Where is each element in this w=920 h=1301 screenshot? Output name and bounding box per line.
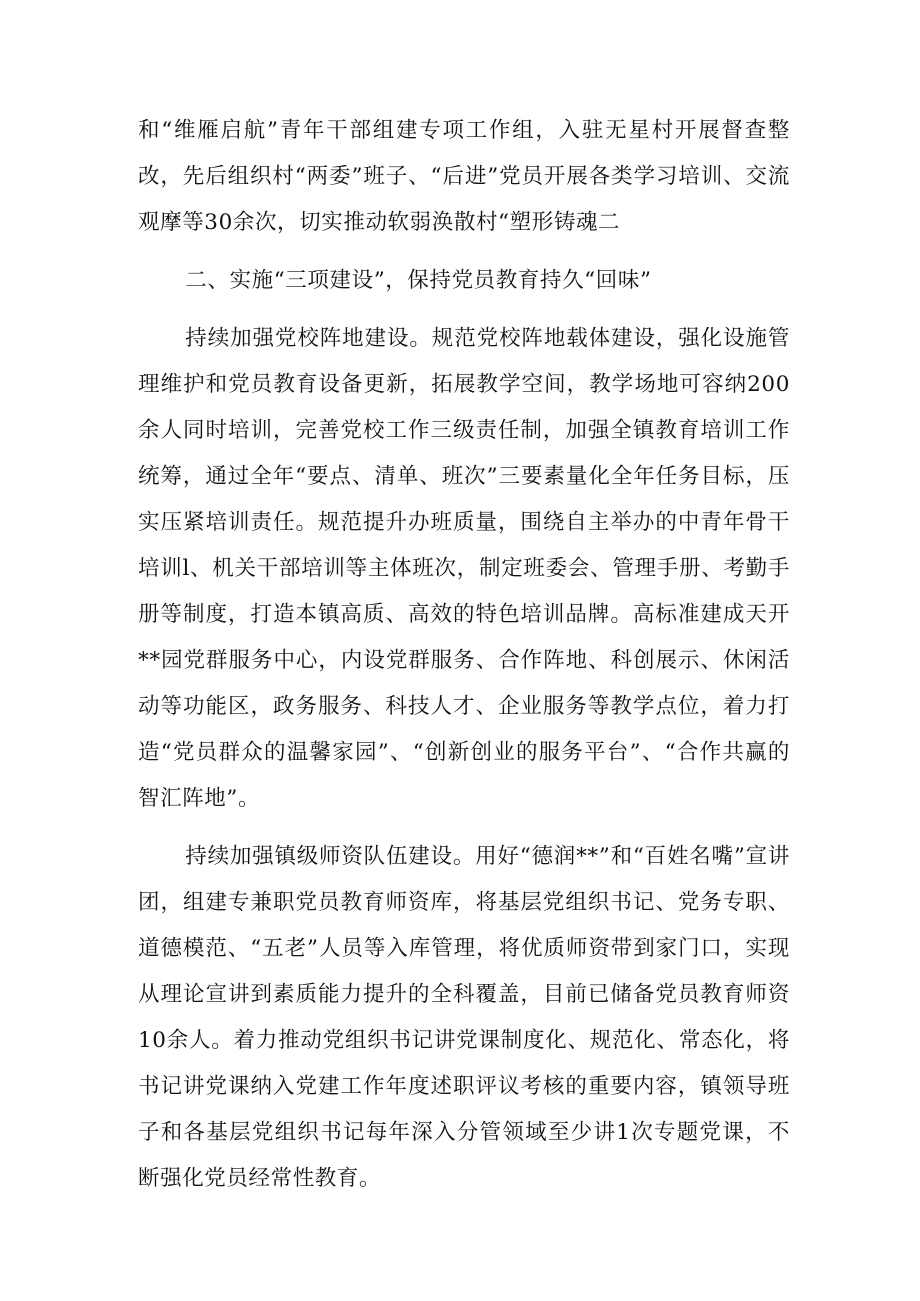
paragraph-teachers: 持续加强镇级师资队伍建设。用好“德润**”和“百姓名嘴”宣讲团，组建专兼职党员教育师资库，将基层党组织书记、党务专职、道德模范、“五老”人员等入库管理，将优质师资带到家门口，实现从理论宣讲到素质能力提升的全科覆盖，目前已储备党员教育师资10余人。着力推动党组织书记讲党课制度化、规范化、常态化，将书记讲党课纳入党建工作年度述职评议考核的重要内容，镇领导班子和各基层党组织书记每年深入分管领域至少讲1次专题党课，不断强化党员经常性教育。	[138, 844, 790, 1191]
paragraph-continuation: 和“维雁启航”青年干部组建专项工作组，入驻无星村开展督查整改，先后组织村“两委”班子、“后进”党员开展各类学习培训、交流观摩等30余次，切实推动软弱涣散村“塑形铸魂二	[138, 118, 790, 235]
paragraph-party-school: 持续加强党校阵地建设。规范党校阵地载体建设，强化设施管理维护和党员教育设备更新，拓展教学空间，教学场地可容纳200余人同时培训，完善党校工作三级责任制，加强全镇教育培训工作统筹，通过全年“要点、清单、班次”三要素量化全年任务目标，压实压紧培训责任。规范提升办班质量，围绕自主举办的中青年骨干培训l、机关干部培训等主体班次，制定班委会、管理手册、考勤手册等制度，打造本镇高质、高效的特色培训品牌。高标准建成天开**园党群服务中心，内设党群服务、合作阵地、科创展示、休闲活动等功能区，政务服务、科技人才、企业服务等教学点位，着力打造“党员群众的温馨家园”、“创新创业的服务平台”、“合作共赢的智汇阵地”。	[138, 326, 790, 811]
section-heading-two: 二、实施“三项建设”，保持党员教育持久“回味”	[185, 268, 652, 293]
